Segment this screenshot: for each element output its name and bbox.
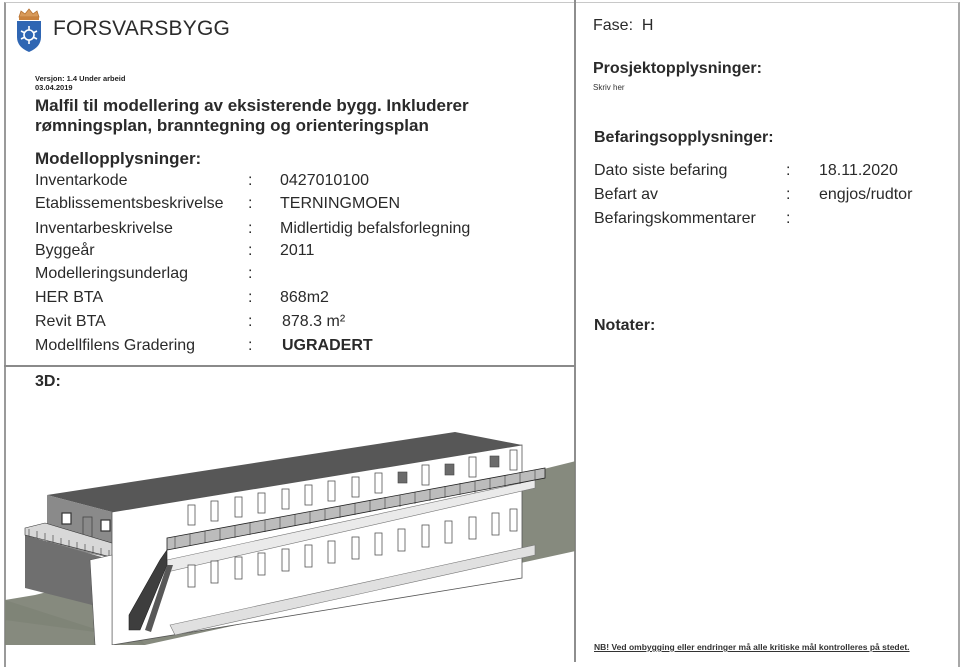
row-separator: : xyxy=(248,289,253,306)
row-label: Modelleringsunderlag xyxy=(35,265,188,282)
footer-warning-note: NB! Ved ombygging eller endringer må alle kritiske mål kontrolleres på stedet. xyxy=(594,642,910,652)
phase-field xyxy=(593,17,653,35)
row-separator: : xyxy=(248,265,253,282)
title-line-2: rømningsplan, branntegning og orienteringsplan xyxy=(35,116,429,135)
row-separator: : xyxy=(248,337,253,354)
brand-name: FORSVARSBYGG xyxy=(53,17,231,40)
version-text: Versjon: 1.4 Under arbeid xyxy=(35,74,126,83)
row-value: 18.11.2020 xyxy=(819,162,898,179)
model-info-heading: Modellopplysninger: xyxy=(35,149,202,168)
row-separator: : xyxy=(248,242,253,259)
phase-value: H xyxy=(641,17,654,34)
row-value: 878.3 m² xyxy=(282,313,346,330)
version-date: 03.04.2019 xyxy=(35,83,73,92)
3d-view-label: 3D: xyxy=(35,373,61,390)
row-label: HER BTA xyxy=(35,289,104,306)
row-separator: : xyxy=(248,195,253,212)
row-separator: : xyxy=(786,210,791,227)
row-separator: : xyxy=(248,172,253,189)
inspection-info-heading: Befaringsopplysninger: xyxy=(594,129,774,146)
row-label: Befart av xyxy=(594,186,659,203)
version-info xyxy=(35,74,125,92)
horizontal-divider xyxy=(4,365,575,367)
row-value: Midlertidig befalsforlegning xyxy=(280,220,471,237)
row-separator: : xyxy=(248,313,253,330)
row-separator: : xyxy=(248,220,253,237)
row-value: 0427010100 xyxy=(280,172,369,189)
phase-label: Fase: xyxy=(593,17,634,34)
row-value: 868m2 xyxy=(280,289,329,306)
row-separator: : xyxy=(786,186,791,203)
project-info-heading: Prosjektopplysninger: xyxy=(593,60,762,77)
project-info-placeholder[interactable]: Skriv her xyxy=(593,83,625,92)
row-label: Modellfilens Gradering xyxy=(35,337,196,354)
classification-value: UGRADERT xyxy=(282,337,373,354)
row-value: TERNINGMOEN xyxy=(280,195,400,212)
row-label: Inventarbeskrivelse xyxy=(35,220,173,237)
row-label: Inventarkode xyxy=(35,172,128,189)
row-label: Etablissementsbeskrivelse xyxy=(35,195,224,212)
row-label: Revit BTA xyxy=(35,313,106,330)
shield-crown-icon xyxy=(15,7,43,53)
row-value: engjos/rudtor xyxy=(819,186,913,203)
row-label: Dato siste befaring xyxy=(594,162,728,179)
document-title xyxy=(35,96,505,136)
title-line-1: Malfil til modellering av eksisterende bygg. Inkluderer xyxy=(35,96,469,115)
row-separator: : xyxy=(786,162,791,179)
building-3d-render xyxy=(5,420,575,645)
notes-heading: Notater: xyxy=(594,317,656,334)
row-value: 2011 xyxy=(280,242,315,259)
row-label: Befaringskommentarer xyxy=(594,210,756,227)
row-label: Byggeår xyxy=(35,242,95,259)
